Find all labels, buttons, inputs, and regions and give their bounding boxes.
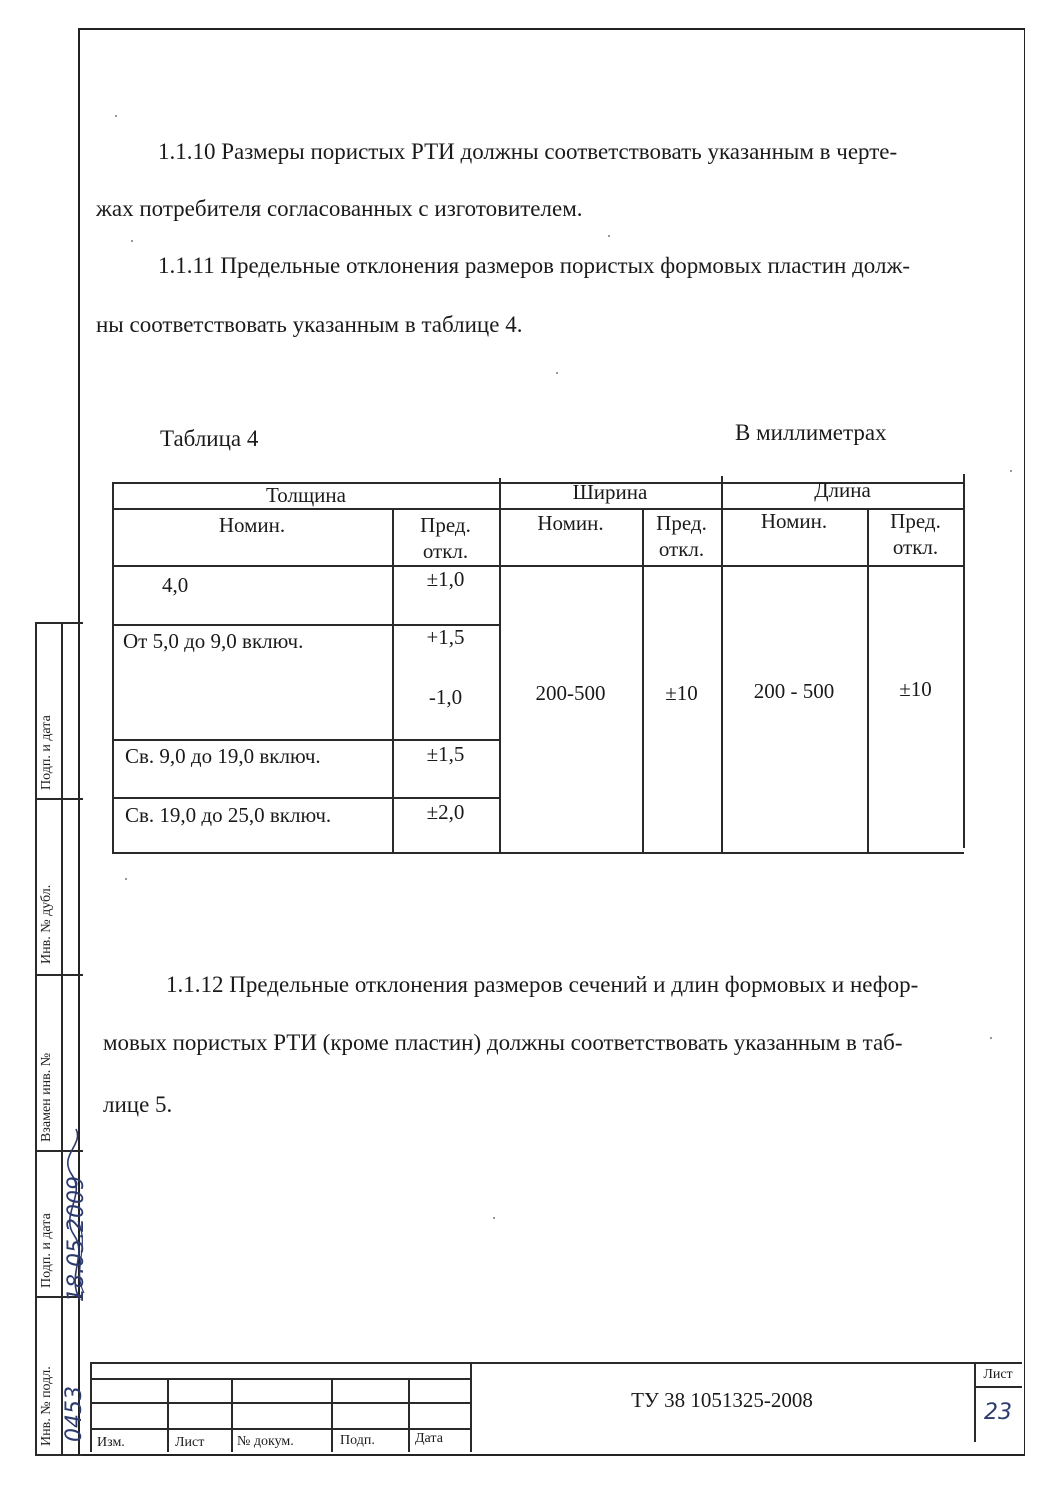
- side-sign-date-value: 18.05.2009: [64, 1176, 89, 1302]
- scan-speck: [990, 1037, 992, 1039]
- scan-speck: [1010, 470, 1012, 472]
- side-orig-inv-label: Инв. № подл.: [39, 1366, 54, 1446]
- table-caption: Таблица 4: [160, 426, 259, 451]
- width-nominal: 200-500: [535, 681, 606, 705]
- subheader-width-dev: [642, 510, 721, 563]
- row-3-dev: ±1,5: [426, 742, 465, 766]
- scan-speck: [608, 235, 610, 237]
- row-2-dev-lower: -1,0: [428, 685, 463, 709]
- subheader-length-dev: [867, 508, 964, 561]
- subheader-width-nominal: Номин.: [537, 511, 604, 535]
- subheader-thickness-dev: [392, 512, 499, 565]
- title-block: [90, 1362, 1022, 1452]
- row-1-nominal: 4,0: [162, 573, 189, 597]
- paragraph-1-1-11-line1: 1.1.11 Предельные отклонения размеров пористых формовых пластин долж-: [158, 253, 911, 278]
- dev-label-line1: Пред.: [890, 509, 941, 533]
- scan-speck: [115, 115, 117, 117]
- width-dev: ±10: [665, 681, 698, 705]
- document-code: ТУ 38 1051325-2008: [631, 1388, 813, 1412]
- row-2-dev-upper: +1,5: [426, 625, 465, 649]
- col-sign-label: Подп.: [340, 1433, 375, 1448]
- header-length: Длина: [814, 478, 871, 502]
- scan-speck: [125, 878, 127, 880]
- length-dev: ±10: [899, 677, 932, 701]
- col-date-label: Дата: [415, 1431, 443, 1446]
- table-units: В миллиметрах: [735, 420, 887, 445]
- header-bottom-divider: [112, 565, 964, 567]
- dev-label-line1: Пред.: [420, 513, 471, 537]
- sheet-label: Лист: [983, 1367, 1013, 1382]
- header-thickness: Толщина: [266, 483, 346, 507]
- side-orig-inv-value: 0453: [62, 1386, 87, 1442]
- side-stamp: [35, 622, 89, 1456]
- scan-speck: [556, 372, 558, 374]
- dev-label-line2: откл.: [658, 537, 705, 562]
- header-width: Ширина: [572, 480, 648, 504]
- side-sign-date2-label: Подп. и дата: [39, 1213, 54, 1288]
- length-nominal: 200 - 500: [753, 679, 835, 703]
- subheader-thickness-nominal: Номин.: [218, 513, 286, 537]
- table-4: [112, 474, 964, 858]
- paragraph-1-1-12-line2: мовых пористых РТИ (кроме пластин) должны соответствовать указанным в таб-: [103, 1030, 903, 1055]
- scan-speck: [493, 1217, 495, 1219]
- side-dup-inv-label: Инв. № дубл.: [39, 884, 54, 964]
- row-4-dev: ±2,0: [426, 800, 465, 824]
- row-4-nominal: Св. 19,0 до 25,0 включ.: [125, 803, 332, 827]
- scan-speck: [131, 240, 133, 242]
- sheet-number: 23: [984, 1400, 1012, 1425]
- paragraph-1-1-12-line3: лице 5.: [103, 1092, 173, 1117]
- subheader-length-nominal: Номин.: [760, 509, 828, 533]
- signature-scribble: [62, 1125, 92, 1305]
- paragraph-1-1-10-line2: жах потребителя согласованных с изготовителем.: [96, 196, 583, 221]
- col-sheet-label: Лист: [175, 1435, 205, 1450]
- row-1-dev: ±1,0: [426, 567, 465, 591]
- dev-label-line2: откл.: [892, 535, 939, 560]
- col-change-label: Изм.: [97, 1435, 125, 1450]
- paragraph-1-1-10-line1: 1.1.10 Размеры пористых РТИ должны соответствовать указанным в черте-: [158, 139, 898, 164]
- row-3-nominal: Св. 9,0 до 19,0 включ.: [125, 744, 321, 768]
- dev-label-line1: Пред.: [656, 511, 707, 535]
- col-doc-label: № докум.: [237, 1434, 294, 1449]
- row-2-nominal: От 5,0 до 9,0 включ.: [123, 629, 304, 653]
- side-sign-date-label: Подп. и дата: [39, 715, 54, 790]
- paragraph-1-1-11-line2: ны соответствовать указанным в таблице 4.: [96, 312, 523, 337]
- dev-label-line2: откл.: [422, 539, 469, 564]
- table-border-bottom: [112, 852, 964, 854]
- side-replaced-inv-label: Взамен инв. №: [39, 1052, 54, 1142]
- paragraph-1-1-12-line1: 1.1.12 Предельные отклонения размеров сечений и длин формовых и нефор-: [166, 972, 919, 997]
